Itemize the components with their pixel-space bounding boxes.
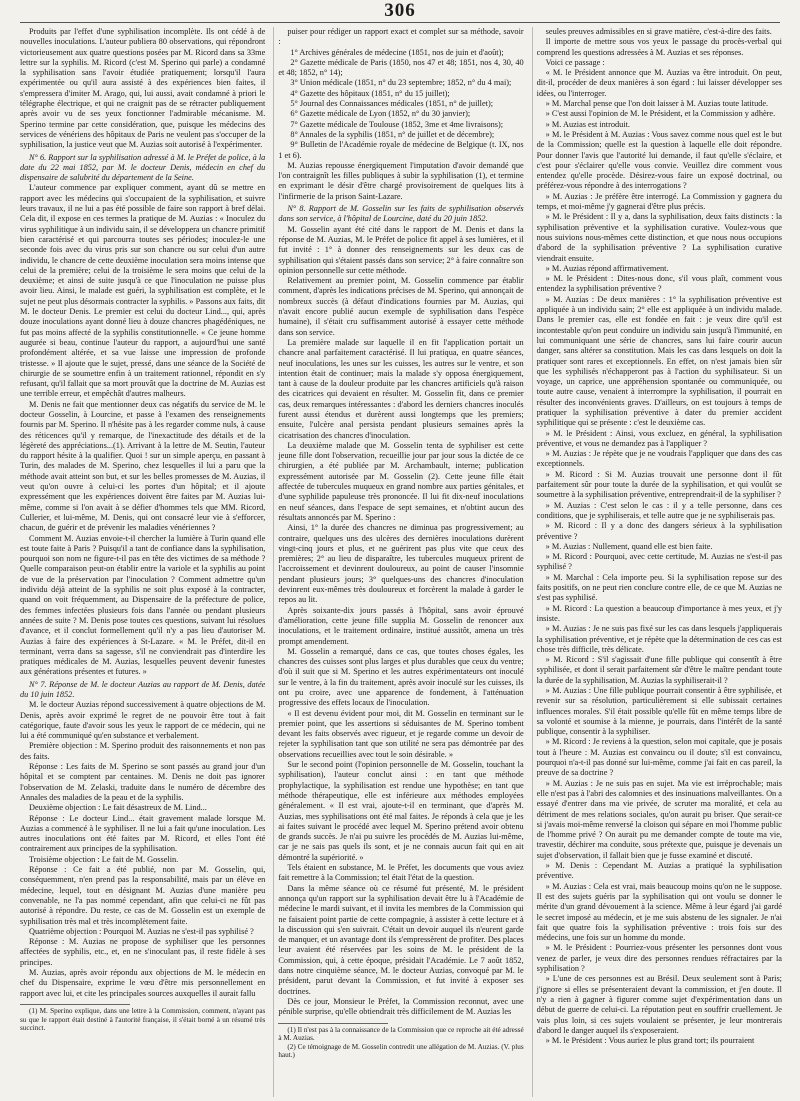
paragraph: Tels étaient en substance, M. le Préfet, les documents que vous aviez fait remettre à la Commission; tel était l'état de la question. — [278, 863, 524, 883]
paragraph: Réponse : Les faits de M. Sperino se sont passés au grand jour d'un hôpital et se comptent par centaines. M. Denis ne doit pas ignorer l'observation de M. Zelaski, traduite dans le numéro de décembre des Annales des maladies de la peau et de la syphilis. — [20, 762, 266, 802]
paragraph: » M. Ricord : Je reviens à la question, selon moi capitale, que je posais tout à l'heure : M. Auzias est convaincu ou il doute; s'il est convaincu, pourquoi n'a-t-il pas donné sur lui-même, comme j'ai fait en cas pareil, la preuve de sa doctrine ? — [536, 737, 782, 778]
paragraph: » M. Ricord : La question a beaucoup d'importance à mes yeux, et j'y insiste. — [536, 603, 782, 623]
paragraph: 6° Gazette médicale de Lyon (1852, n° du 30 janvier); — [290, 109, 471, 119]
paragraph: 9° Bulletin de l'Académie royale de médecine de Belgique (t. IX, nos 1 et 6). — [278, 140, 524, 160]
paragraph: M. Gosselin a remarqué, dans ce cas, que toutes choses égales, les chancres des cuisses sont plus larges et plus durables que ceux du ventre; d'où il suit que si M. Sperino et les autres expérimentateurs ont inoculé sur le ventre, à la fin du traitement, après avoir inoculé sur les cuisses, ils ont pu croire, avec une apparence de fondement, à l'atténuation progressive des effets locaux de l'inoculation. — [278, 646, 524, 708]
paragraph: Il importe de mettre sous vos yeux le passage du procès-verbal qui comprend les questions adressées à M. Auzias et ses réponses. — [536, 37, 782, 57]
paragraph: » M. Ricord : Il y a donc des dangers sérieux à la syphilisation préventive ? — [536, 521, 782, 541]
footnote-rule — [20, 1004, 130, 1005]
paragraph: » M. Auzias : Cela est vrai, mais beaucoup moins qu'on ne le suppose. Il est des sujets guéris par la syphilisation qui ont voulu se donner le mérite d'un grand dévouement à la science. Même à leur égard j'ai gardé le secret imposé au médecin, et je me suis abstenu de les signaler. Je n'ai fait que quatre fois la syphilisation préventive : trois fois sur des médecins, une fois sur un homme du monde. — [536, 881, 782, 943]
paragraph: » M. Ricord : S'il s'agissait d'une fille publique qui consentît à être syphilisée, et dont il serait parfaitement sûr d'être le maître pendant toute la durée de la syphilisation, M. Auzias la syphiliserait-il ? — [536, 655, 782, 685]
paragraph: » M. Auzias est introduit. — [545, 119, 631, 129]
column-right — [532, 27, 782, 1097]
paragraph: » L'une de ces personnes est au Brésil. Deux seulement sont à Paris; j'ignore si elles se présenteraient devant la commission, et j'en doute. Il n'y a rien à gagner à figurer comme sujet d'expérimentation dans un début de guerre de celui-ci. La réputation peut en souffrir cruellement. Je vais plus loin, si ces sujets voulaient se présenter, je leur montrerais d'abord le danger auquel ils s'exposeraient. — [536, 974, 782, 1035]
paragraph: Produits par l'effet d'une syphilisation incomplète. Ils ont cédé à de nouvelles inoculations. L'auteur publiera 80 observations, qui répondront victorieusement aux quatre questions posées par M. Ricord dans sa 33me lettre sur la syphilis. M. Ricord (c'est M. Sperino qui parle) a condamné la syphilisation sans l'avoir étudiée pratiquement; lorsqu'il l'aura expérimentée ou qu'il aura assisté à des expériences bien faites, il s'empressera d'imiter M. Arago, qui, lui aussi, avait condamné à priori le télégraphe électrique, et qui ne craignit pas de se rétracter publiquement après avoir vu de ses yeux fonctionner l'admirable mécanisme. M. Sperino termine par cette considération, que, puisque les médecins des services de vénériens des hôpitaux de Paris ne veulent pas s'occuper de la syphilisation, la justice veut que M. Auzias soit autorisé à l'expérimenter. — [20, 27, 266, 150]
paragraph: Ainsi, 1° la durée des chancres ne diminua pas progressivement; au contraire, quelques uns des ulcères des dernières inoculations durèrent vingt-cinq jours et plus, et ne guérirent pas plus vite que ceux des premières; 2° au lieu de disparaître, les tubercules muqueux prirent de l'accroissement et devinrent douloureux, au point de causer l'insomnie pendant plusieurs jours; 3° quelques-uns des chancres d'inoculation devinrent eux-mêmes très douloureux et forcèrent la malade à garder le repos au lit. — [278, 523, 524, 605]
footnote: (1) Il n'est pas à la connaissance de la Commission que ce reproche ait été adressé à M. Auzias. — [278, 1025, 524, 1043]
paragraph: 7° Gazette médicale de Toulouse (1852, 3me et 4me livraisons); — [290, 119, 504, 129]
paragraph: M. Auzias, après avoir répondu aux objections de M. le médecin en chef du Dispensaire, exprime le vœu d'être mis personnellement en rapport avec lui, et cite les principales sources auxquelles il aurait fallu — [20, 968, 266, 998]
paragraph: Réponse : Ce fait a été publié, non par M. Gosselin, qui, conséquemment, n'en prend pas la responsabilité, mais par un élève en médecine, lequel, tout en désignant M. Auzias d'une manière peu convenable, ne l'a pas nommé cependant, afin que celui-ci ne fût pas autorisé à répondre. Du reste, ce cas de M. Gosselin est un exemple de syphilisation très mal et très incomplètement faite. — [20, 865, 266, 926]
paragraph: » M. Marchal pense que l'on doit laisser à M. Auzias toute latitude. — [545, 99, 769, 109]
paragraph: seules preuves admissibles en si grave matière, c'est-à-dire des faits. — [545, 27, 772, 36]
paragraph: N° 7. Réponse de M. le docteur Auzias au rapport de M. Denis, datée du 10 juin 1852. — [20, 679, 266, 699]
paragraph: » M. le Président : Dites-nous donc, s'il vous plaît, comment vous entendez la syphilisation préventive ? — [536, 274, 782, 294]
column-left — [20, 27, 265, 1097]
paragraph: » M. Auzias : Je préfère être interrogé. La Commission y gagnera du temps, et moi-même j'y gagnerai d'être plus précis. — [536, 191, 782, 212]
paragraph: 2° Gazette médicale de Paris (1850, nos 47 et 48; 1851, nos 4, 30, 40 et 48; 1852, n° 14); — [278, 57, 524, 78]
paragraph: » M. Auzias répond affirmativement. — [545, 263, 669, 273]
paragraph: » M. Ricord : Pourquoi, avec cette certitude, M. Auzias ne s'est-il pas syphilisé ? — [536, 552, 782, 572]
footnote-rule — [278, 1023, 388, 1024]
paragraph: Après soixante-dix jours passés à l'hôpital, sans avoir éprouvé d'amélioration, cette jeune fille supplia M. Gosselin de renoncer aux inoculations, et le traitement ordinaire, institué aussitôt, amena un très prompt amendement. — [278, 605, 524, 646]
paragraph: Dès ce jour, Monsieur le Préfet, la Commission reconnut, avec une pénible surprise, qu'elle obtiendrait très difficilement de M. Auzias les — [278, 996, 524, 1017]
paragraph: » M. Auzias : Je ne suis pas en sujet. Ma vie est irréprochable; mais elle n'est pas à l'abri des calomnies et des insinuations malveillantes. On a essayé d'entrer dans ma vie privée, de scruter ma moralité, et cela au détriment de mes relations sociales, qu'on aurait pu briser. Que serait-ce si j'avais moi-même renversé la cloison qui sépare en moi l'homme public de l'homme privé ? On aurait pu me demander compte de toute ma vie, travestir, déchirer ma conduite, sous prétexte que, puisque je devenais un sujet d'observation, il fallait bien que je fusse examiné et discuté. — [536, 778, 782, 860]
paragraph: La deuxième malade que M. Gosselin tenta de syphiliser est cette jeune fille dont l'observation, recueillie jour par jour sous la dictée de ce chirurgien, a été publiée par M. Archambault, interne; publication expressément autorisée par M. Gosselin (2). Cette jeune fille était affectée de tubercules muqueux en grand nombre aux parties génitales, et d'une syphilide papuleuse très prononcée. Il lui fit dix-neuf inoculations en neuf séances, dans l'espace de sept semaines, et n'obtint aucun des résultats annoncés par M. Sperino : — [278, 440, 524, 522]
paragraph: 8° Annales de la syphilis (1851, n° de juillet et de décembre); — [290, 129, 495, 139]
paragraph: 3° Union médicale (1851, n° du 23 septembre; 1852, n° du 4 mai); — [290, 78, 512, 88]
paragraph: « Il est devenu évident pour moi, dit M. Gosselin en terminant sur le premier point, que les assertions si séduisantes de M. Sperino tombent devant les faits observés avec rigueur, et je regarde comme un devoir de rejeter la syphilisation tant que son utilité ne sera pas démontrée par des observations recueillies avec tout le soin désirable. » — [278, 708, 524, 759]
paragraph: Première objection : M. Sperino produit des raisonnements et non pas des faits. — [20, 741, 266, 761]
paragraph: 1° Archives générales de médecine (1851, nos de juin et d'août); — [290, 47, 504, 57]
paragraph: » M. le Président : Pourriez-vous présenter les personnes dont vous venez de parler, je veux dire des personnes rendues réfractaires par la syphilisation ? — [536, 943, 782, 974]
paragraph: » M. le Président : Il y a, dans la syphilisation, deux faits distincts : la syphilisation préventive et la syphilisation curative. Voulez-vous que nous suivions nous-mêmes cette distinction, et que nous nous occupions d'abord de la syphilisation préventive ? La syphilisation curative viendrait ensuite. — [536, 212, 782, 263]
paragraph: Comment M. Auzias envoie-t-il chercher la lumière à Turin quand elle est toute faite à Paris ? Puisqu'il a tant de confiance dans la syphilisation, pourquoi son nom ne figure-t-il pas en tête des victimes de sa méthode ? Quelle comparaison peut-on établir entre la variole et la syphilis au point de vue de la préservation par l'inoculation ? Comment admettre qu'un individu déjà atteint de la syphilis ne soit plus exposé à la contracter, quand on voit fréquemment, au Dispensaire de la préfecture de police, des femmes infectées plusieurs fois dans l'année ou pendant plusieurs années de suite ? M. Denis pose toutes ces questions, suivant lui résolues d'avance, et il conclut formellement qu'il n'y a pas lieu d'autoriser M. Auzias à faire des expériences à St-Lazare. « M. le Préfet, dit-il en terminant, verra dans sa sagesse, s'il ne conviendrait pas d'interdire les pratiques médicales de M. Auzias, lesquelles peuvent devenir funestes aux générations présentes et futures. » — [20, 533, 266, 677]
paragraph: Sur le second point (l'opinion personnelle de M. Gosselin, touchant la syphilisation), l'auteur conclut ainsi : en tant que méthode prophylactique, la syphilisation est rendue une hypothèse; en tant que méthode thérapeutique, elle est inférieure aux méthodes employées généralement. « Il est vrai, ajoute-t-il en terminant, que d'après M. Auzias, mes syphilisations ont été mal faites. Je réponds à cela que je les ai faites suivant le procédé avec lequel M. Sperino prétend avoir obtenu de grands succès. Je n'ai pu suivre les procédés de M. Auzias lui-même, car je ne sais pas quels ils sont, et je ne connais aucun fait qui en ait démontré la supériorité. » — [278, 760, 524, 862]
paragraph: Voici ce passage : — [545, 57, 605, 67]
paragraph: L'auteur commence par expliquer comment, ayant dû se mettre en rapport avec les médecins qui s'occupaient de la syphilisation, et suivre leurs travaux, il ne lui a pas été possible de faire son rapport à bref délai. Cela dit, il expose en ces termes la pratique de M. Auzias : « Inoculez du virus syphilitique à un individu sain, il se développera un chancre primitif bien caractérisé et qui parcourra toutes ses périodes; inoculez-le une seconde fois avec du virus pris sur son chancre ou sur celui d'un autre individu, le chancre de cette deuxième inoculation sera moins intense que celui de la première; celui de la troisième le sera moins que celui de la deuxième; et ainsi de suite jusqu'à ce que l'inoculation ne puisse plus avoir lieu. Ainsi, le malade est guéri, la syphilisation est complète, et le sujet ne peut plus désormais contracter la syphilis. » Passons aux faits, dit M. le docteur Denis. Le premier est celui du docteur Lind..., qui, après douze inoculations ayant donné lieu à douze chancres phagédéniques, ne fut pas moins affecté de la syphilis constitutionnelle. « Ce jeune homme augurée si beau, continue l'auteur du rapport, a aujourd'hui une santé profondément altérée, et sa vue laisse une impression de profonde tristesse. » Il ajoute que le sujet, pressé, dans une séance de la Société de chirurgie de se soumettre enfin à un traitement rationnel, répondit en s'y refusant, qu'il fallait que sa mort prouvât que la doctrine de M. Auzias est une terrible erreur, et empêchât d'autres malheurs. — [20, 183, 266, 399]
paragraph: » M. Auzias : Une fille publique pourrait consentir à être syphilisée, et revenir sur sa résolution, particulièrement si elle subissait certaines influences morales. S'il était possible qu'elle fût en même temps libre de sa volonté et soumise à la mienne, je pourrais, dans l'intérêt de la santé publique, consentir à la syphiliser. — [536, 686, 782, 737]
paragraph: 4° Gazette des hôpitaux (1851, n° du 15 juillet); — [290, 88, 450, 98]
paragraph: N° 6. Rapport sur la syphilisation adressé à M. le Préfet de police, à la date du 22 mai 1852, par M. le docteur Denis, médecin en chef du dispensaire de salubrité du département de la Seine. — [20, 152, 266, 183]
paragraph: Deuxième objection : Le fait désastreux de M. Lind... — [29, 803, 207, 813]
paragraph: M. Denis ne fait que mentionner deux cas négatifs du service de M. le docteur Gosselin, à Lourcine, et passe à l'examen des renseignements fournis par M. Sperino. Il n'hésite pas à les regarder comme nuls, à cause des réticences qu'il y remarque, de l'inexactitude des détails et de la légèreté des appréciations...(1). Arrivant à la lettre de M. Seutin, l'auteur du rapport hésite à la qualifier. Quoi ! sur un simple aperçu, en passant à Turin, des malades de M. Sperino, chez lesquelles il lui a paru que la méthode avait atteint son but, et sur les belles promesses de M. Auzias, il veut qu'on ouvre à celui-ci les portes d'un hôpital; et il ajoute expressément que les expériences doivent être faites par M. Auzias lui-même, comme si l'on avait à se défier d'hommes tels que MM. Ricord, Cullerier, et lui-même, M. Denis, qui ont consacré leur vie à s'efforcer, chacun, de guérir et de prévenir les maladies vénériennes ? — [20, 399, 266, 533]
paragraph: Quatrième objection : Pourquoi M. Auzias ne s'est-il pas syphilisé ? — [29, 926, 254, 936]
paragraph: » M. Auzias : De deux manières : 1° la syphilisation préventive est appliquée à un individu sain; 2° elle est appliquée à un individu malade. Dans le premier cas, elle est fondée en fait : je veux dire qu'il est incontestable qu'on peut conduire un individu sain jusqu'à l'immunité, en lui communiquant une série de chancres, sans lui faire courir aucun danger, sans altérer sa constitution. Mais les cas dans lesquels on doit la pratiquer sont rares et exceptionnels. En effet, on n'est jamais bien sûr que les syphilisés n'échapperont pas à l'action du syphilisateur. Si un voyage, un caprice, une appréhension spontanée ou communiquée, ou toute autre cause, venaient à interrompre la syphilisation, il pourrait en résulter des inconvénients graves. D'ailleurs, on est toujours à temps de pratiquer la syphilisation préventive à dater du premier accident syphilitique qui se présente : c'est le deuxième cas. — [536, 294, 782, 428]
paragraph: Relativement au premier point, M. Gosselin commence par établir comment, d'après les indications précises de M. Sperino, qui annonçait de nombreux succès (à défaut d'indications fournies par M. Auzias, qui n'avait encore publié aucun exemple de syphilisation dans l'espèce humaine), il s'était cru suffisamment autorisé à essayer cette méthode dans son service. — [278, 276, 524, 337]
paragraph: M. Auzias repousse énergiquement l'imputation d'avoir demandé que l'on contraignît les filles publiques à subir la syphilisation (1), et termine en exprimant le désir d'être chargé provisoirement de quelques lits à l'infirmerie de la prison Saint-Lazare. — [278, 160, 524, 201]
paragraph: N° 8. Rapport de M. Gosselin sur les faits de syphilisation observés dans son service, à l'hôpital de Lourcine, daté du 20 juin 1852. — [278, 204, 524, 224]
paragraph: La première malade sur laquelle il en fit l'application portait un chancre anal parfaitement caractérisé. Il lui pratiqua, en quatre séances, neuf inoculations, les unes sur les cuisses, les autres sur le ventre, et son intention était de continuer; mais la malade s'y opposa énergiquement, tant à cause de la douleur produite par les chancres artificiels qu'à raison des cicatrices qui devaient en résulter. M. Gosselin fit, dans ce premier cas, deux remarques intéressantes : d'abord les derniers chancres inoculés furent aussi étendus et durèrent aussi longtemps que les premiers; ensuite, l'ulcère anal persista pendant plusieurs semaines après la cicatrisation des chancres d'inoculation. — [278, 337, 524, 440]
paragraph: » M. le Président : Ainsi, vous excluez, en général, la syphilisation préventive, et vous ne demandez pas à l'appliquer ? — [536, 428, 782, 448]
paragraph: M. le docteur Auzias répond successivement à quatre objections de M. Denis, après avoir exprimé le regret de ne pouvoir être tout à fait catégorique, faute d'avoir sous les yeux le rapport de ce médecin, qui ne lui a été communiqué qu'en substance et verbalement. — [20, 700, 266, 741]
footnote: (1) M. Sperino explique, dans une lettre à la Commission, comment, n'ayant pas su que le rapport était destiné à l'autorité française, il s'était borné à un résumé très succinct. — [20, 1006, 266, 1033]
paragraph: Dans la même séance où ce résumé fut présenté, M. le président annonça qu'un rapport sur la syphilisation devait être lu à l'Académie de médecine le mardi suivant, et il invita les membres de la Commission qui ne faisaient point partie de cette compagnie, à assister à cette lecture et à la discussion qui s'en suivrait. C'était un devoir auquel ils n'eurent garde de manquer, et un avantage dont ils s'empressèrent de profiter. Des places leur avaient été réservées par les soins de M. le président de la Commission, qui, à cette époque, présidait l'Académie. Le 7 août 1852, dans notre cinquième séance, M. le docteur Auzias, convoqué par M. le président, parut devant la Commission, et fut invité à exposer ses doctrines. — [278, 883, 524, 996]
paragraph: Réponse : M. Auzias ne propose de syphiliser que les personnes affectées de syphilis, etc., et, en ne s'inoculant pas, il reste fidèle à ses principes. — [20, 937, 266, 967]
paragraph: « M. le Président annonce que M. Auzias va être introduit. On peut, dit-il, procéder de deux manières à son égard : lui laisser développer ses idées, ou l'interroger. — [536, 68, 782, 98]
footnote: (2) Ce témoignage de M. Gosselin contredit une allégation de M. Auzias. (V. plus haut.) — [278, 1042, 524, 1060]
paragraph: M. Gosselin ayant été cité dans le rapport de M. Denis et dans la réponse de M. Auzias, M. le Préfet de police fit appel à ses lumières, et il fut invité : 1° à donner des renseignements sur les deux cas de syphilisation qui s'étaient passés dans son service; 2° à faire connaître son opinion personnelle sur cette méthode. — [278, 224, 524, 275]
paragraph: » M. le Président : Vous auriez le plus grand tort; ils pourraient — [545, 1036, 755, 1046]
text-columns — [20, 27, 782, 1097]
paragraph: 5° Journal des Connaissances médicales (1851, n° de juillet); — [290, 99, 494, 109]
paragraph: Réponse : Le docteur Lind... était gravement malade lorsque M. Auzias a commencé à le syphiliser. Il ne lui a fait qu'une inoculation. Les autres inoculations ont été faites par M. Ricord, et elles l'ont été contrairement aux principes de la syphilisation. — [20, 813, 266, 854]
paragraph: Troisième objection : Le fait de M. Gosselin. — [29, 854, 179, 864]
paragraph: » M. Auzias : C'est selon le cas : il y a telle personne, dans ces conditions, que je syphiliserais, et telle autre que je ne syphiliserais pas. — [536, 500, 782, 520]
paragraph: » M. le Président à M. Auzias : Vous savez comme nous quel est le but de la Commission; quelle est la question à laquelle elle doit répondre. Pour donner l'avis que l'autorité lui demande, il faut qu'elle s'éclaire, et c'est pour s'éclairer qu'elle vous convie. Veuillez dire comment vous entendez qu'elle procède. Désirez-vous faire un exposé doctrinal, ou préférez-vous répondre à des interrogations ? — [536, 129, 782, 191]
paragraph: » M. Marchal : Cela importe peu. Si la syphilisation repose sur des faits positifs, on ne peut rien conclure contre elle, de ce que M. Auzias ne s'est pas syphilisé. — [536, 572, 782, 603]
paragraph: » C'est aussi l'opinion de M. le Président, et la Commission y adhère. — [545, 109, 776, 119]
paragraph: puiser pour rédiger un rapport exact et complet sur sa méthode, savoir : — [278, 27, 524, 47]
column-middle — [273, 27, 523, 1097]
paragraph: » M. Auzias : Je répète que je ne voudrais l'appliquer que dans des cas exceptionnels. — [536, 449, 782, 469]
page-number: 306 — [384, 0, 416, 21]
paragraph: » M. Denis : Cependant M. Auzias a pratiqué la syphilisation préventive. — [536, 861, 782, 881]
paragraph: » M. Auzias : Nullement, quand elle est bien faite. — [545, 541, 713, 551]
header-rule — [20, 22, 780, 23]
paragraph: » M. Ricord : Si M. Auzias trouvait une personne dont il fût parfaitement sûr pour toute la durée de la syphilisation, et qui voulût se soumettre à la syphilisation préventive, entreprendrait-il de la syphiliser ? — [536, 469, 782, 500]
paragraph: » M. Auzias : Je ne suis pas fixé sur les cas dans lesquels j'appliquerais la syphilisation préventive, et je répète que la détermination de ces cas est chose très difficile, très délicate. — [536, 624, 782, 654]
